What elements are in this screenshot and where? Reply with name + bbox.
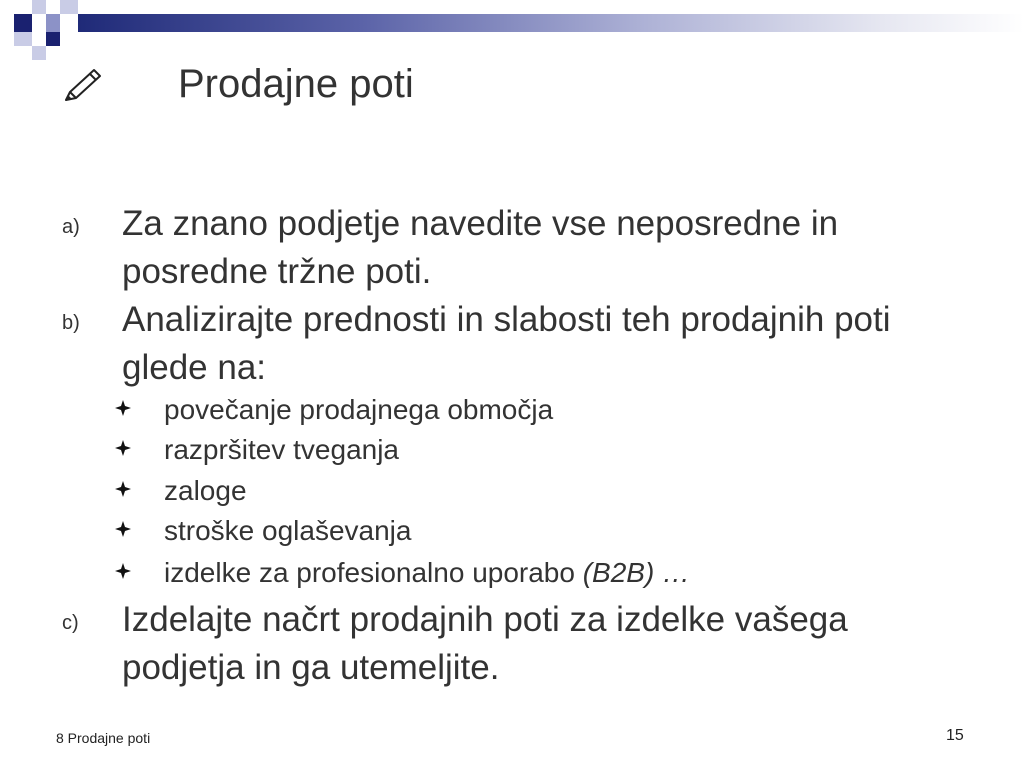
slide-title: Prodajne poti	[178, 62, 414, 106]
header-square	[46, 32, 60, 46]
diamond-bullet-icon	[115, 481, 131, 497]
header-square	[60, 0, 78, 14]
sub-list-item-text: stroške oglaševanja	[164, 515, 412, 546]
diamond-bullet-icon	[115, 400, 131, 416]
list-marker: b)	[62, 312, 80, 334]
list-marker: c)	[62, 612, 79, 634]
header-gradient-bar	[78, 14, 1024, 32]
sub-list-item	[0, 475, 1024, 511]
header-square	[14, 32, 32, 46]
sub-list-item-text: zaloge	[164, 475, 247, 506]
page-number: 15	[946, 727, 964, 744]
diamond-bullet-icon	[115, 521, 131, 537]
sub-list-item	[0, 557, 1024, 593]
header-square	[46, 14, 60, 32]
list-item-text: Analizirajte prednosti in slabosti teh prodajnih poti glede na:	[122, 300, 891, 387]
header-square	[32, 46, 46, 60]
sub-list-item	[0, 515, 1024, 551]
list-marker: a)	[62, 216, 80, 238]
sub-list-item-text: povečanje prodajnega območja	[164, 394, 554, 425]
sub-list-item	[0, 434, 1024, 470]
diamond-bullet-icon	[115, 563, 131, 579]
list-item-text: Za znano podjetje navedite vse neposredne in posredne tržne poti.	[122, 204, 839, 291]
pencil-icon	[62, 64, 106, 104]
diamond-bullet-icon	[115, 440, 131, 456]
footer-section-label: 8 Prodajne poti	[56, 730, 151, 746]
header-square	[14, 14, 32, 32]
sub-list-item-text: razpršitev tveganja	[164, 434, 400, 465]
sub-list-item-text: izdelke za profesionalno uporabo (B2B) …	[164, 557, 691, 588]
list-item-text: Izdelajte načrt prodajnih poti za izdelke vašega podjetja in ga utemeljite.	[122, 600, 848, 687]
header-square	[32, 0, 46, 14]
sub-list-item	[0, 394, 1024, 430]
